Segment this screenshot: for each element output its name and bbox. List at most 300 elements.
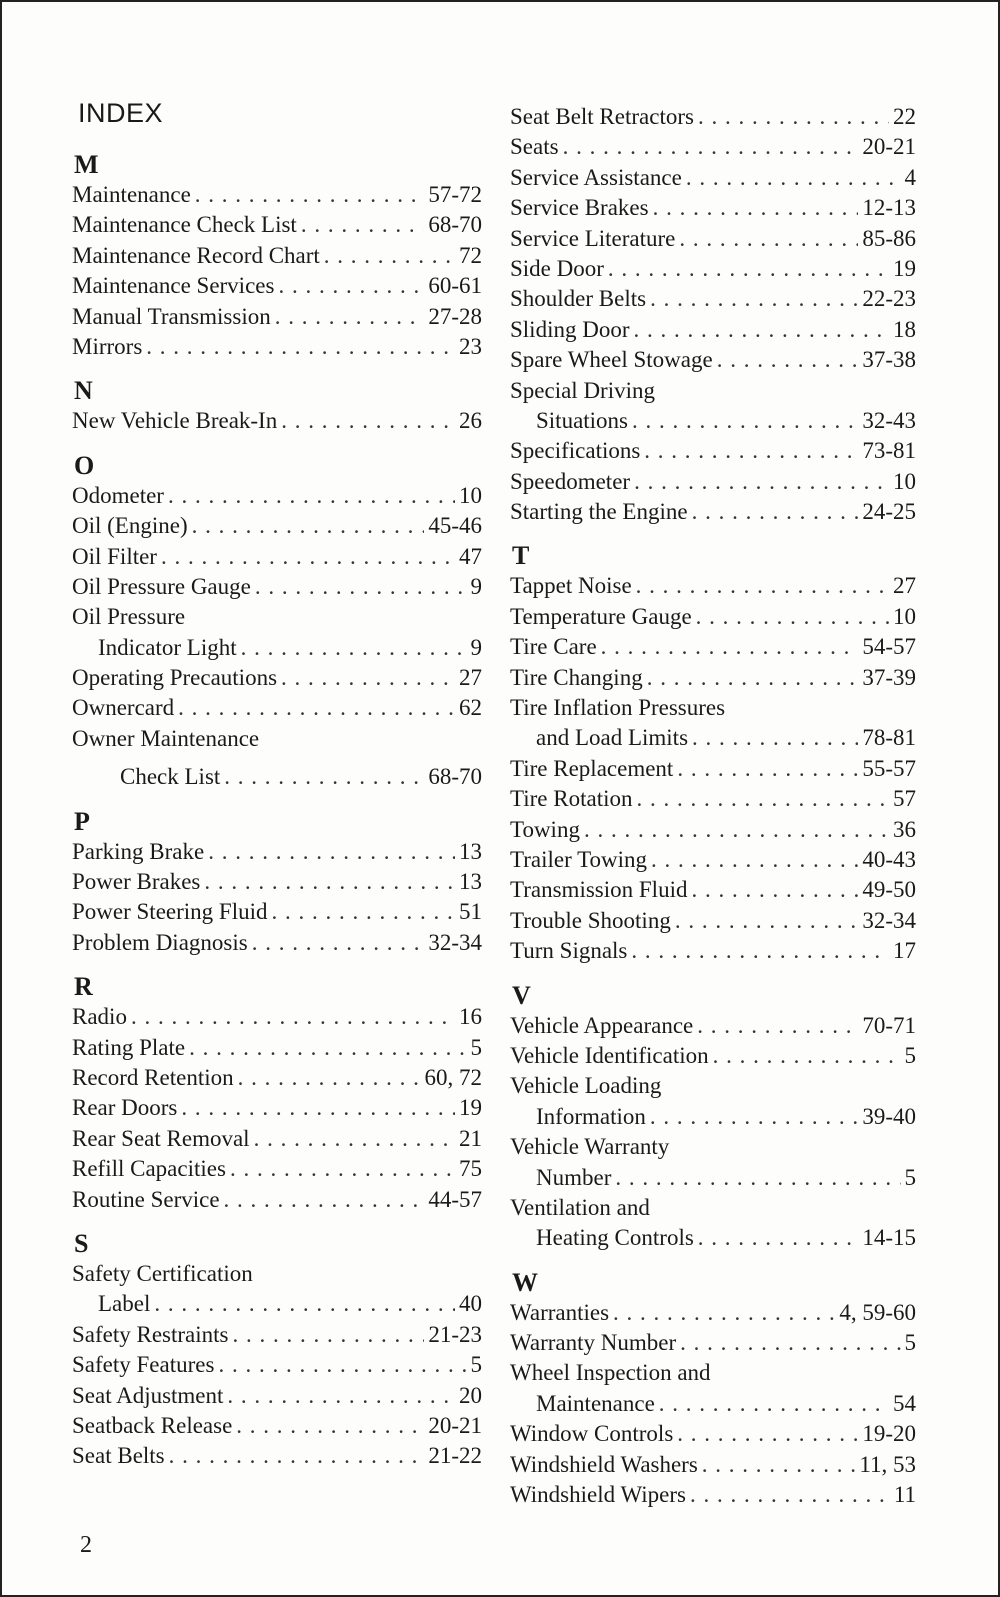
entry-page: 49-50 bbox=[862, 877, 916, 903]
index-section bbox=[510, 981, 916, 1254]
dot-leader bbox=[651, 845, 858, 875]
dot-leader bbox=[691, 875, 858, 905]
entry-page: 21 bbox=[459, 1125, 482, 1151]
entry-text: Radio bbox=[72, 1004, 127, 1030]
index-entry bbox=[72, 633, 482, 663]
dot-leader bbox=[154, 1289, 455, 1319]
entry-text: Towing bbox=[510, 816, 580, 842]
dot-leader bbox=[632, 406, 858, 436]
entry-text: Vehicle Appearance bbox=[510, 1012, 694, 1038]
entry-page: 20-21 bbox=[428, 1412, 482, 1438]
index-entry bbox=[72, 837, 482, 867]
index-entry bbox=[72, 602, 482, 632]
entry-page: 11, 53 bbox=[859, 1451, 916, 1477]
entry-page: 16 bbox=[459, 1004, 482, 1030]
entry-page: 14-15 bbox=[862, 1225, 916, 1251]
index-entry bbox=[72, 693, 482, 723]
entry-page: 17 bbox=[893, 938, 916, 964]
entry-page: 73-81 bbox=[862, 438, 916, 464]
entry-text: Check List bbox=[120, 764, 221, 790]
entry-text: Situations bbox=[536, 407, 629, 433]
entry-page: 32-43 bbox=[862, 407, 916, 433]
entry-text: Maintenance bbox=[72, 182, 191, 207]
dot-leader bbox=[584, 815, 889, 845]
page-title: INDEX bbox=[78, 98, 164, 128]
dot-leader bbox=[675, 906, 859, 936]
dot-leader bbox=[686, 163, 901, 193]
entry-page: 32-34 bbox=[428, 929, 482, 955]
index-entry bbox=[510, 132, 916, 162]
entry-page: 22-23 bbox=[862, 286, 916, 312]
entry-text: Ventilation and bbox=[510, 1194, 650, 1220]
entry-text: Vehicle Loading bbox=[510, 1073, 662, 1099]
index-entry bbox=[510, 163, 916, 193]
dot-leader bbox=[633, 315, 889, 345]
entry-text: Transmission Fluid bbox=[510, 877, 688, 903]
entry-page: 22 bbox=[893, 104, 916, 129]
entry-page: 75 bbox=[459, 1156, 482, 1182]
entry-page: 10 bbox=[459, 482, 482, 508]
entry-text: Sliding Door bbox=[510, 316, 630, 342]
entry-text: Power Steering Fluid bbox=[72, 899, 268, 925]
dot-leader bbox=[131, 1002, 455, 1032]
index-entry bbox=[510, 1132, 916, 1162]
entry-text: Mirrors bbox=[72, 333, 143, 359]
entry-text: Special Driving bbox=[510, 377, 655, 403]
dot-leader bbox=[161, 542, 455, 572]
entry-text: Number bbox=[536, 1164, 612, 1190]
entry-page: 47 bbox=[459, 543, 482, 569]
index-entry bbox=[510, 936, 916, 966]
entry-page: 54 bbox=[893, 1390, 916, 1416]
dot-leader bbox=[608, 254, 889, 284]
index-entry bbox=[510, 784, 916, 814]
entry-text: Trouble Shooting bbox=[510, 907, 671, 933]
entry-page: 68-70 bbox=[428, 764, 482, 790]
index-entry bbox=[510, 1011, 916, 1041]
dot-leader bbox=[208, 837, 455, 867]
dot-leader bbox=[168, 481, 455, 511]
dot-leader bbox=[717, 345, 859, 375]
index-entry bbox=[510, 1102, 916, 1132]
index-entry bbox=[510, 1328, 916, 1358]
dot-leader bbox=[241, 633, 467, 663]
entry-text: Warranty Number bbox=[510, 1330, 677, 1356]
dot-leader bbox=[601, 632, 859, 662]
index-section bbox=[510, 102, 916, 527]
entry-page: 40-43 bbox=[862, 846, 916, 872]
dot-leader bbox=[696, 602, 889, 632]
entry-page: 5 bbox=[470, 1352, 482, 1378]
entry-text: Service Brakes bbox=[510, 195, 649, 221]
entry-page: 37-39 bbox=[862, 664, 916, 690]
section-letter: N bbox=[74, 376, 93, 406]
entry-page: 4 bbox=[904, 164, 916, 190]
dot-leader bbox=[698, 102, 889, 132]
index-entry bbox=[510, 693, 916, 723]
entry-text: Maintenance bbox=[536, 1390, 655, 1416]
dot-leader bbox=[192, 511, 425, 541]
entry-text: Trailer Towing bbox=[510, 846, 648, 872]
index-entry bbox=[510, 754, 916, 784]
index-entry bbox=[510, 1450, 916, 1480]
index-entry bbox=[72, 511, 482, 541]
entry-page: 27 bbox=[893, 573, 916, 599]
index-entry bbox=[72, 1154, 482, 1184]
entry-text: Odometer bbox=[72, 482, 164, 508]
entry-page: 19-20 bbox=[862, 1421, 916, 1447]
index-entry bbox=[510, 723, 916, 753]
entry-text: Ownercard bbox=[72, 695, 175, 721]
entry-text: Heating Controls bbox=[536, 1225, 694, 1251]
entry-page: 19 bbox=[893, 255, 916, 281]
dot-leader bbox=[254, 1124, 455, 1154]
entry-page: 20 bbox=[459, 1382, 482, 1408]
index-entry bbox=[510, 467, 916, 497]
index-entry bbox=[510, 663, 916, 693]
index-entry bbox=[510, 1223, 916, 1253]
entry-text: Routine Service bbox=[72, 1186, 220, 1212]
dot-leader bbox=[563, 132, 859, 162]
dot-leader bbox=[230, 1154, 455, 1184]
index-entry bbox=[72, 271, 482, 301]
entry-text: Tire Changing bbox=[510, 664, 643, 690]
entry-text: Seats bbox=[510, 134, 559, 160]
dot-leader bbox=[697, 1011, 858, 1041]
dot-leader bbox=[281, 406, 455, 436]
dot-leader bbox=[272, 897, 456, 927]
entry-text: Spare Wheel Stowage bbox=[510, 347, 713, 373]
dot-leader bbox=[650, 1102, 858, 1132]
dot-leader bbox=[178, 693, 455, 723]
dot-leader bbox=[224, 762, 424, 792]
entry-text: New Vehicle Break-In bbox=[72, 408, 278, 434]
dot-leader bbox=[275, 302, 425, 332]
entry-text: and Load Limits bbox=[536, 725, 689, 751]
index-entry bbox=[510, 315, 916, 345]
index-entry bbox=[72, 406, 482, 436]
index-entry bbox=[72, 897, 482, 927]
dot-leader bbox=[631, 936, 889, 966]
entry-page: 11 bbox=[893, 1482, 916, 1508]
index-entry bbox=[72, 1002, 482, 1032]
dot-leader bbox=[634, 467, 889, 497]
entry-page: 5 bbox=[904, 1164, 916, 1190]
index-entry bbox=[72, 762, 482, 792]
index-entry bbox=[72, 180, 482, 210]
index-section bbox=[72, 451, 482, 793]
entry-page: 27-28 bbox=[428, 303, 482, 329]
dot-leader bbox=[169, 1441, 425, 1471]
index-entry bbox=[510, 1389, 916, 1419]
dot-leader bbox=[677, 1419, 858, 1449]
dot-leader bbox=[236, 1411, 424, 1441]
index-section bbox=[72, 972, 482, 1215]
entry-text: Refill Capacities bbox=[72, 1156, 226, 1182]
entry-page: 18 bbox=[893, 316, 916, 342]
entry-text: Maintenance Services bbox=[72, 273, 275, 299]
entry-page: 10 bbox=[893, 603, 916, 629]
dot-leader bbox=[713, 1041, 901, 1071]
index-entry bbox=[72, 241, 482, 271]
dot-leader bbox=[692, 723, 858, 753]
entry-page: 39-40 bbox=[862, 1103, 916, 1129]
index-entry bbox=[510, 1041, 916, 1071]
index-entry bbox=[72, 1441, 482, 1471]
index-section bbox=[510, 1268, 916, 1511]
entry-text: Speedometer bbox=[510, 468, 631, 494]
entry-text: Operating Precautions bbox=[72, 665, 278, 691]
entry-text: Starting the Engine bbox=[510, 499, 688, 525]
dot-leader bbox=[238, 1063, 421, 1093]
entry-text: Maintenance Record Chart bbox=[72, 242, 320, 268]
index-section bbox=[72, 376, 482, 436]
index-entry bbox=[510, 376, 916, 406]
index-entry bbox=[510, 102, 916, 132]
entry-text: Vehicle Identification bbox=[510, 1042, 709, 1068]
entry-text: Rating Plate bbox=[72, 1034, 186, 1060]
index-entry bbox=[510, 406, 916, 436]
entry-text: Problem Diagnosis bbox=[72, 929, 248, 955]
index-entry bbox=[510, 284, 916, 314]
index-entry bbox=[510, 875, 916, 905]
entry-page: 24-25 bbox=[862, 499, 916, 525]
index-entry bbox=[72, 572, 482, 602]
index-entry bbox=[510, 815, 916, 845]
entry-page: 55-57 bbox=[862, 755, 916, 781]
entry-text: Wheel Inspection and bbox=[510, 1360, 711, 1386]
index-entry bbox=[72, 1185, 482, 1215]
index-entry bbox=[72, 332, 482, 362]
entry-page: 62 bbox=[459, 695, 482, 721]
entry-page: 23 bbox=[459, 333, 482, 359]
entry-page: 13 bbox=[459, 869, 482, 895]
entry-page: 68-70 bbox=[428, 212, 482, 238]
dot-leader bbox=[698, 1223, 859, 1253]
entry-text: Oil Pressure bbox=[72, 604, 186, 630]
entry-page: 26 bbox=[459, 408, 482, 434]
entry-page: 57-72 bbox=[428, 182, 482, 207]
index-section bbox=[72, 150, 482, 362]
entry-text: Power Brakes bbox=[72, 869, 201, 895]
dot-leader bbox=[702, 1450, 856, 1480]
entry-page: 78-81 bbox=[862, 725, 916, 751]
dot-leader bbox=[690, 1480, 890, 1510]
dot-leader bbox=[653, 193, 859, 223]
entry-text: Seat Adjustment bbox=[72, 1382, 224, 1408]
entry-page: 44-57 bbox=[428, 1186, 482, 1212]
index-entry bbox=[510, 906, 916, 936]
entry-page: 5 bbox=[470, 1034, 482, 1060]
index-entry bbox=[510, 571, 916, 601]
index-entry bbox=[72, 1124, 482, 1154]
dot-leader bbox=[324, 241, 455, 271]
entry-text: Window Controls bbox=[510, 1421, 674, 1447]
dot-leader bbox=[218, 1350, 466, 1380]
dot-leader bbox=[679, 224, 858, 254]
entry-page: 60-61 bbox=[428, 273, 482, 299]
entry-page: 5 bbox=[904, 1330, 916, 1356]
entry-text: Safety Restraints bbox=[72, 1321, 229, 1347]
index-entry bbox=[510, 1480, 916, 1510]
index-entry bbox=[72, 724, 482, 754]
section-letter: W bbox=[512, 1267, 538, 1297]
index-entry bbox=[72, 1259, 482, 1289]
index-entry bbox=[510, 845, 916, 875]
dot-leader bbox=[692, 497, 859, 527]
entry-text: Tire Inflation Pressures bbox=[510, 695, 726, 721]
entry-page: 72 bbox=[459, 242, 482, 268]
index-entry bbox=[510, 602, 916, 632]
section-letter: V bbox=[512, 980, 531, 1010]
entry-text: Service Literature bbox=[510, 225, 676, 251]
entry-text: Oil Filter bbox=[72, 543, 157, 569]
index-entry bbox=[72, 1289, 482, 1319]
index-entry bbox=[510, 632, 916, 662]
entry-page: 21-23 bbox=[428, 1321, 482, 1347]
dot-leader bbox=[615, 1163, 900, 1193]
dot-leader bbox=[278, 271, 424, 301]
dot-leader bbox=[650, 284, 858, 314]
index-entry bbox=[72, 1093, 482, 1123]
entry-text: Tire Care bbox=[510, 634, 597, 660]
index-entry bbox=[510, 497, 916, 527]
section-letter: P bbox=[74, 806, 90, 836]
index-entry bbox=[510, 254, 916, 284]
dot-leader bbox=[659, 1389, 889, 1419]
entry-text: Side Door bbox=[510, 255, 604, 281]
dot-leader bbox=[233, 1320, 425, 1350]
entry-text: Manual Transmission bbox=[72, 303, 271, 329]
index-entry bbox=[72, 542, 482, 572]
entry-text: Seat Belt Retractors bbox=[510, 104, 694, 129]
entry-text: Label bbox=[98, 1291, 151, 1317]
entry-page: 54-57 bbox=[862, 634, 916, 660]
index-entry bbox=[510, 1163, 916, 1193]
dot-leader bbox=[146, 332, 455, 362]
index-entry bbox=[510, 345, 916, 375]
index-entry bbox=[510, 224, 916, 254]
entry-page: 27 bbox=[459, 665, 482, 691]
index-entry bbox=[72, 1033, 482, 1063]
index-entry bbox=[72, 302, 482, 332]
entry-text: Seat Belts bbox=[72, 1443, 165, 1469]
entry-text: Parking Brake bbox=[72, 838, 205, 864]
page-number: 2 bbox=[80, 1532, 92, 1558]
index-entry bbox=[72, 663, 482, 693]
dot-leader bbox=[301, 210, 425, 240]
entry-page: 32-34 bbox=[862, 907, 916, 933]
dot-leader bbox=[195, 180, 425, 210]
entry-text: Information bbox=[536, 1103, 646, 1129]
dot-leader bbox=[636, 571, 889, 601]
entry-text: Vehicle Warranty bbox=[510, 1134, 670, 1160]
entry-text: Rear Seat Removal bbox=[72, 1125, 250, 1151]
index-entry bbox=[72, 1381, 482, 1411]
entry-page: 60, 72 bbox=[424, 1064, 482, 1090]
dot-leader bbox=[647, 663, 859, 693]
entry-text: Owner Maintenance bbox=[72, 725, 260, 751]
index-entry bbox=[72, 210, 482, 240]
dot-leader bbox=[677, 754, 858, 784]
dot-leader bbox=[613, 1298, 835, 1328]
entry-page: 40 bbox=[459, 1291, 482, 1317]
entry-page: 19 bbox=[459, 1095, 482, 1121]
index-entry bbox=[72, 1063, 482, 1093]
section-letter: M bbox=[74, 150, 99, 179]
index-entry bbox=[510, 1358, 916, 1388]
dot-leader bbox=[227, 1381, 455, 1411]
entry-text: Tire Rotation bbox=[510, 786, 633, 812]
dot-leader bbox=[189, 1033, 466, 1063]
index-entry bbox=[72, 928, 482, 958]
entry-text: Rear Doors bbox=[72, 1095, 178, 1121]
entry-page: 57 bbox=[893, 786, 916, 812]
index-entry bbox=[510, 1193, 916, 1223]
entry-text: Tappet Noise bbox=[510, 573, 632, 599]
entry-page: 5 bbox=[904, 1042, 916, 1068]
index-entry bbox=[72, 867, 482, 897]
entry-text: Windshield Wipers bbox=[510, 1482, 686, 1508]
entry-page: 9 bbox=[470, 634, 482, 660]
entry-text: Safety Features bbox=[72, 1352, 215, 1378]
entry-text: Oil (Engine) bbox=[72, 513, 188, 539]
dot-leader bbox=[224, 1185, 425, 1215]
section-letter: O bbox=[74, 450, 95, 480]
entry-text: Specifications bbox=[510, 438, 641, 464]
dot-leader bbox=[181, 1093, 455, 1123]
index-section bbox=[510, 541, 916, 966]
index-entry bbox=[72, 1411, 482, 1441]
dot-leader bbox=[204, 867, 455, 897]
entry-page: 51 bbox=[459, 899, 482, 925]
entry-text: Windshield Washers bbox=[510, 1451, 698, 1477]
entry-text: Turn Signals bbox=[510, 938, 628, 964]
entry-page: 12-13 bbox=[862, 195, 916, 221]
entry-page: 20-21 bbox=[862, 134, 916, 160]
index-entry bbox=[510, 193, 916, 223]
index-entry bbox=[510, 1071, 916, 1101]
entry-page: 37-38 bbox=[862, 347, 916, 373]
entry-text: Indicator Light bbox=[98, 634, 237, 660]
index-entry bbox=[510, 436, 916, 466]
entry-page: 13 bbox=[459, 838, 482, 864]
index-entry bbox=[72, 1320, 482, 1350]
entry-page: 9 bbox=[470, 573, 482, 599]
section-letter: R bbox=[74, 972, 93, 1002]
entry-text: Maintenance Check List bbox=[72, 212, 297, 238]
dot-leader bbox=[644, 436, 858, 466]
entry-text: Service Assistance bbox=[510, 164, 682, 190]
index-section bbox=[72, 807, 482, 959]
index-entry bbox=[72, 481, 482, 511]
entry-page: 4, 59-60 bbox=[839, 1299, 916, 1325]
entry-text: Record Retention bbox=[72, 1064, 234, 1090]
entry-text: Tire Replacement bbox=[510, 755, 674, 781]
dot-leader bbox=[680, 1328, 900, 1358]
entry-text: Seatback Release bbox=[72, 1412, 233, 1438]
dot-leader bbox=[252, 928, 425, 958]
index-entry bbox=[510, 1298, 916, 1328]
entry-text: Safety Certification bbox=[72, 1260, 253, 1286]
entry-page: 36 bbox=[893, 816, 916, 842]
left-column bbox=[72, 102, 482, 1472]
dot-leader bbox=[636, 784, 889, 814]
section-letter: T bbox=[512, 541, 530, 571]
index-entry bbox=[510, 1419, 916, 1449]
entry-text: Shoulder Belts bbox=[510, 286, 647, 312]
entry-page: 85-86 bbox=[862, 225, 916, 251]
